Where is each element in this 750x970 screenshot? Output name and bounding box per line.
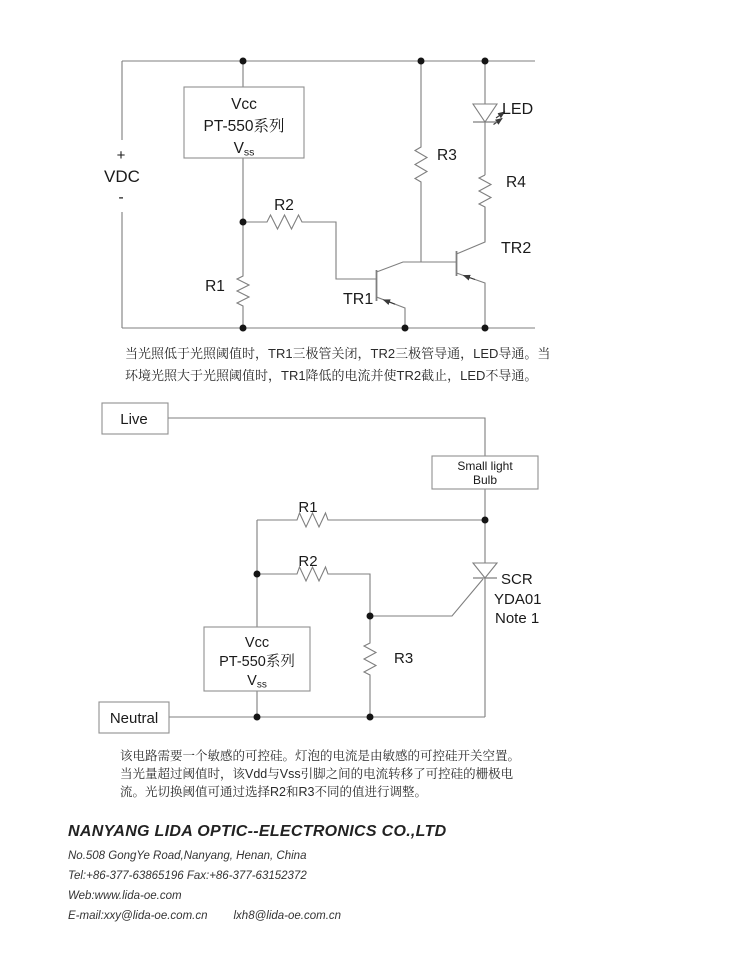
junction-dot (240, 58, 247, 65)
caption2-line2: 当光量超过阈值时，该Vdd与Vss引脚之间的电流转移了可控硅的栅极电 (120, 767, 514, 781)
r1-label: R1 (298, 499, 318, 516)
r1-label: R1 (205, 278, 225, 295)
junction-dot (402, 325, 409, 332)
company-address: No.508 GongYe Road,Nanyang, Henan, China (68, 850, 307, 862)
resistor-r2 (243, 215, 376, 279)
company-footer (68, 822, 447, 922)
junction-dot (254, 571, 261, 578)
company-web: Web:www.lida-oe.com (68, 890, 182, 902)
company-telfax: Tel:+86-377-63865196 Fax:+86-377-63152372 (68, 870, 307, 882)
scr-note-label: Note 1 (495, 610, 540, 627)
circuit1-labels (104, 96, 533, 308)
scr-part-label: YDA01 (494, 591, 542, 608)
supply-minus-label: - (118, 189, 124, 206)
led-label: LED (502, 101, 534, 118)
scr-triangle (473, 563, 497, 578)
resistor-r3 (364, 616, 376, 717)
tr2-emitter (457, 273, 486, 328)
scr-symbol (473, 563, 497, 578)
junction-dot (482, 325, 489, 332)
circuit2-scr-lamp (99, 403, 542, 733)
company-email-line (68, 910, 447, 922)
resistor-r1 (237, 222, 249, 328)
caption2-line1: 该电路需要一个敏感的可控硅。灯泡的电流是由敏感的可控硅开关空置。 (120, 749, 521, 763)
live-label: Live (120, 411, 148, 428)
supply-vdc-label: VDC (104, 167, 140, 186)
bulb-label-line2: Bulb (472, 473, 498, 487)
junction-dot (482, 517, 489, 524)
r2-label: R2 (298, 553, 318, 570)
r2-label: R2 (274, 197, 294, 214)
bulb-label-line1: Small light (457, 459, 513, 473)
tr2-emitter-arrow (464, 276, 475, 280)
junction-dot (367, 714, 374, 721)
r3-label: R3 (394, 650, 414, 667)
led-triangle (473, 104, 497, 122)
ic-label-vss: Vss (247, 673, 267, 691)
circuit1-photodetector-led (104, 58, 535, 332)
circuit1-transistor-bars (377, 251, 457, 301)
ic-label-series: PT-550系列 (219, 654, 295, 670)
junction-dot (254, 714, 261, 721)
caption2-line3: 流。光切换阈值可通过选择R2和R3不同的值进行调整。 (120, 785, 427, 799)
company-email-2: lxh8@lida-oe.com.cn (233, 910, 342, 922)
junction-dot (482, 58, 489, 65)
tr1-collector (377, 262, 457, 272)
tr1-emitter (377, 297, 406, 328)
junction-dot (367, 613, 374, 620)
led-symbol (473, 104, 497, 122)
gate-run (370, 579, 483, 616)
r4-label: R4 (506, 174, 526, 191)
ic-label-vss: Vss (233, 140, 255, 159)
supply-plus-label: + (116, 147, 126, 164)
tr1-label: TR1 (343, 291, 374, 308)
circuit1-caption (125, 343, 550, 387)
ic-label-vcc: Vcc (231, 96, 257, 113)
caption1-line1: 当光照低于光照阈值时，TR1三极管关闭，TR2三极管导通，LED导通。当 (125, 346, 551, 361)
junction-dot (240, 325, 247, 332)
neutral-label: Neutral (109, 710, 159, 727)
ic-label-vcc: Vcc (244, 635, 270, 651)
junction-dot (418, 58, 425, 65)
tr1-emitter-arrow (384, 300, 395, 304)
live-to-bulb (168, 418, 485, 456)
ic-label-series: PT-550系列 (203, 118, 285, 135)
company-email-1: E-mail:xxy@lida-oe.com.cn (68, 910, 208, 922)
caption1-line2: 环境光照大于光照阈值时，TR1降低的电流并使TR2截止，LED不导通。 (125, 368, 538, 383)
r3-label: R3 (437, 147, 457, 164)
circuit2-boxes (99, 403, 538, 733)
resistor-r2 (257, 567, 370, 616)
tr2-collector (457, 207, 486, 254)
scr-label: SCR (501, 571, 533, 588)
junction-dot (240, 219, 247, 226)
resistor-r1 (257, 513, 485, 527)
resistor-r3 (415, 61, 427, 262)
circuit2-caption (120, 747, 520, 801)
tr2-label: TR2 (501, 240, 532, 257)
company-name: NANYANG LIDA OPTIC--ELECTRONICS CO.,LTD (68, 823, 447, 840)
circuit1-arrows (384, 112, 505, 304)
